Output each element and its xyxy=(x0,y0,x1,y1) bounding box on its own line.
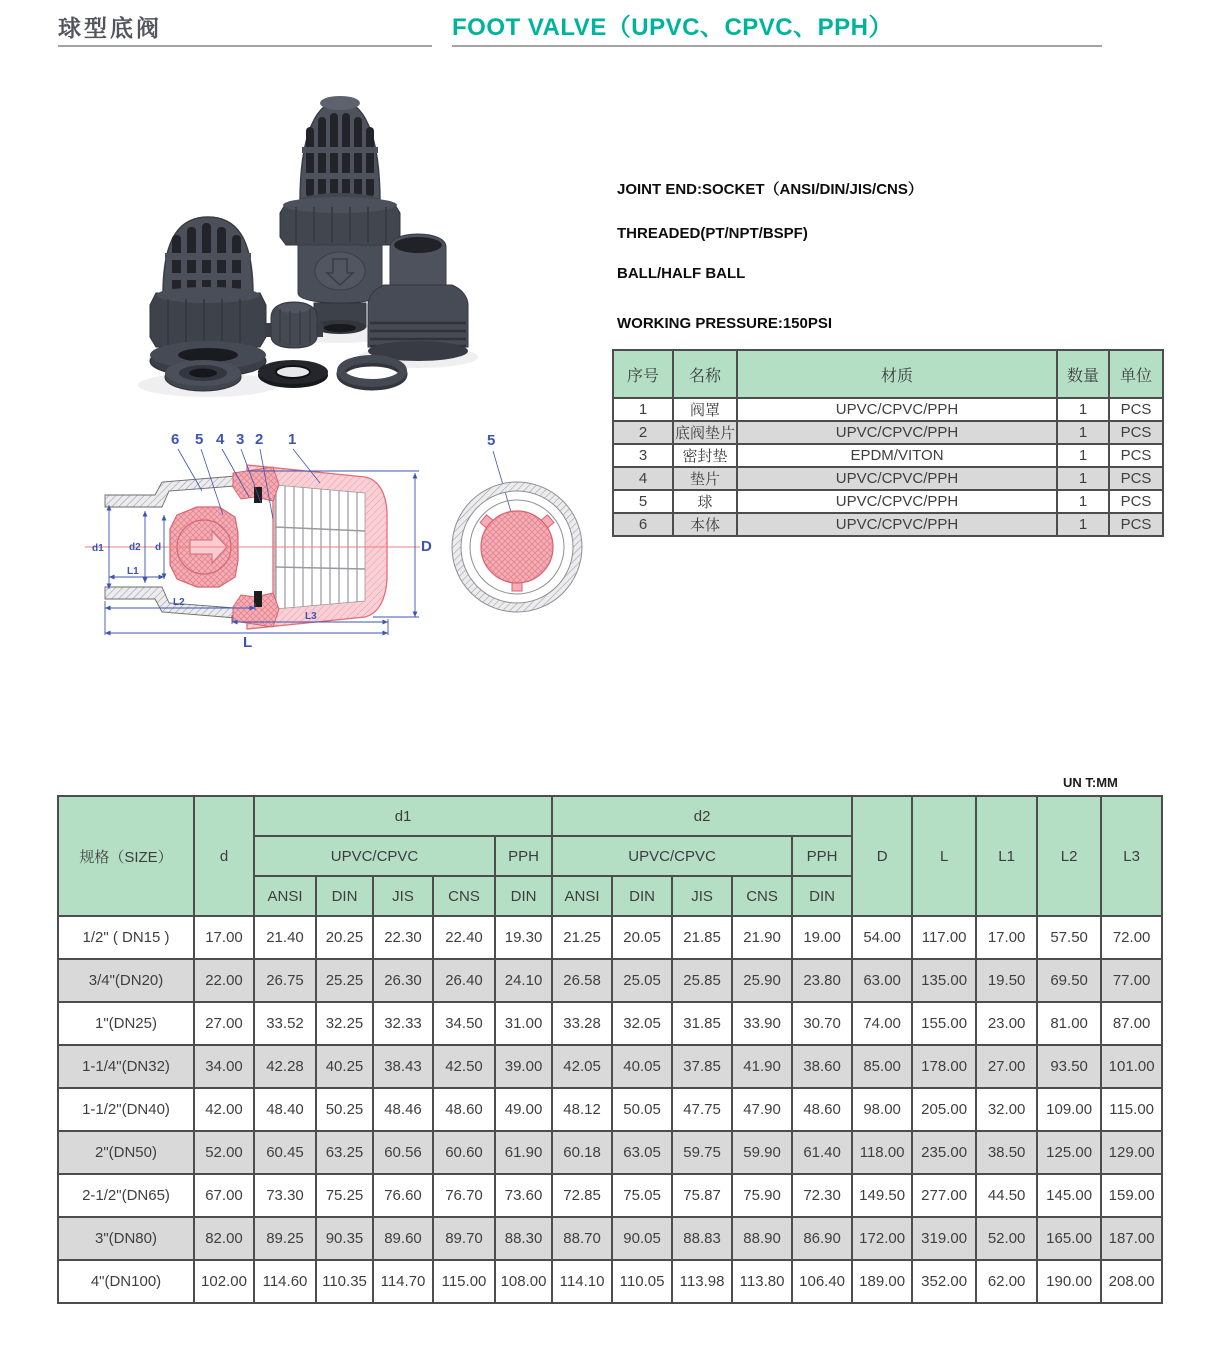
dim-table-cell: 42.05 xyxy=(552,1045,612,1088)
dim-table-cell: 38.50 xyxy=(976,1131,1037,1174)
dim-table-header-cell: UPVC/CPVC xyxy=(254,836,495,876)
dim-table-cell: 48.46 xyxy=(373,1088,433,1131)
dim-table-cell: 187.00 xyxy=(1101,1217,1162,1260)
dim-table-cell: 75.90 xyxy=(732,1174,792,1217)
dim-table-cell: 74.00 xyxy=(852,1002,912,1045)
dim-table-cell: 125.00 xyxy=(1037,1131,1101,1174)
dim-table-cell: 26.75 xyxy=(254,959,316,1002)
dim-table-cell: 38.43 xyxy=(373,1045,433,1088)
dim-table-cell: 50.25 xyxy=(316,1088,373,1131)
photo-left-cage xyxy=(150,217,266,377)
dim-table-header-cell: DIN xyxy=(316,876,373,916)
dim-table-cell: 32.00 xyxy=(976,1088,1037,1131)
dim-table-cell: 25.85 xyxy=(672,959,732,1002)
dim-table-cell: 2-1/2"(DN65) xyxy=(58,1174,194,1217)
parts-table-row xyxy=(613,467,1163,490)
dim-table-cell: 101.00 xyxy=(1101,1045,1162,1088)
parts-table-cell: 5 xyxy=(613,490,673,513)
dim-table-cell: 77.00 xyxy=(1101,959,1162,1002)
dim-table-cell: 25.25 xyxy=(316,959,373,1002)
dim-table-cell: 76.70 xyxy=(433,1174,495,1217)
parts-table-cell: 1 xyxy=(1057,398,1109,421)
dim-table-cell: 48.60 xyxy=(433,1088,495,1131)
parts-table-cell: UPVC/CPVC/PPH xyxy=(737,490,1057,513)
dim-table-cell: 54.00 xyxy=(852,916,912,959)
dim-table-cell: 115.00 xyxy=(1101,1088,1162,1131)
dim-table-header-cell: DIN xyxy=(495,876,552,916)
dim-table-cell: 20.05 xyxy=(612,916,672,959)
dim-table-header-cell: D xyxy=(852,796,912,916)
dim-table-cell: 108.00 xyxy=(495,1260,552,1303)
dim-table-cell: 106.40 xyxy=(792,1260,852,1303)
dim-table-cell: 93.50 xyxy=(1037,1045,1101,1088)
parts-table-header-cell: 单位 xyxy=(1109,350,1163,398)
dim-table-cell: 31.00 xyxy=(495,1002,552,1045)
dim-table-cell: 17.00 xyxy=(194,916,254,959)
dim-table-cell: 42.00 xyxy=(194,1088,254,1131)
dim-table-cell: 50.05 xyxy=(612,1088,672,1131)
parts-table-cell: UPVC/CPVC/PPH xyxy=(737,467,1057,490)
parts-table-header-row xyxy=(613,350,1163,398)
parts-table-cell: 1 xyxy=(1057,490,1109,513)
spec-line-4: WORKING PRESSURE:150PSI xyxy=(617,315,833,332)
callout-5: 5 xyxy=(195,431,204,448)
dim-table-cell: 22.40 xyxy=(433,916,495,959)
dim-table-cell: 3"(DN80) xyxy=(58,1217,194,1260)
parts-table-header-cell: 材质 xyxy=(737,350,1057,398)
dim-table-cell: 59.75 xyxy=(672,1131,732,1174)
parts-table-cell: 本体 xyxy=(673,513,737,536)
dim-table-cell: 85.00 xyxy=(852,1045,912,1088)
dim-table-cell: 26.30 xyxy=(373,959,433,1002)
dim-table-cell: 34.00 xyxy=(194,1045,254,1088)
dim-table-cell: 172.00 xyxy=(852,1217,912,1260)
dim-table-cell: 72.85 xyxy=(552,1174,612,1217)
dim-table-cell: 110.05 xyxy=(612,1260,672,1303)
callout-2: 2 xyxy=(255,431,264,448)
parts-table-row xyxy=(613,513,1163,536)
dim-table-cell: 20.25 xyxy=(316,916,373,959)
dim-table-cell: 1-1/2"(DN40) xyxy=(58,1088,194,1131)
dim-table-row xyxy=(58,1174,1162,1217)
dim-table-cell: 19.50 xyxy=(976,959,1037,1002)
dim-table-cell: 189.00 xyxy=(852,1260,912,1303)
dim-table-cell: 52.00 xyxy=(976,1217,1037,1260)
parts-table-cell: PCS xyxy=(1109,421,1163,444)
photo-gaskets xyxy=(165,359,403,391)
dimension-table xyxy=(57,795,1163,1304)
dim-table-cell: 33.28 xyxy=(552,1002,612,1045)
dim-table-cell: 114.70 xyxy=(373,1260,433,1303)
dim-table-row xyxy=(58,916,1162,959)
callout-6: 6 xyxy=(171,431,180,448)
dim-table-cell: 17.00 xyxy=(976,916,1037,959)
dim-table-cell: 22.00 xyxy=(194,959,254,1002)
dim-table-cell: 33.90 xyxy=(732,1002,792,1045)
parts-table-cell: PCS xyxy=(1109,490,1163,513)
dim-table-cell: 3/4"(DN20) xyxy=(58,959,194,1002)
dim-table-header-cell: UPVC/CPVC xyxy=(552,836,792,876)
dim-table-cell: 61.90 xyxy=(495,1131,552,1174)
dim-table-cell: 57.50 xyxy=(1037,916,1101,959)
parts-table-cell: 阀罩 xyxy=(673,398,737,421)
parts-table-cell: 1 xyxy=(1057,513,1109,536)
dim-table-cell: 40.05 xyxy=(612,1045,672,1088)
dim-table-cell: 208.00 xyxy=(1101,1260,1162,1303)
dim-table-cell: 114.10 xyxy=(552,1260,612,1303)
dim-table-cell: 117.00 xyxy=(912,916,976,959)
unit-note: UN T:MM xyxy=(1063,775,1118,790)
dim-table-row xyxy=(58,1002,1162,1045)
dim-table-cell: 88.30 xyxy=(495,1217,552,1260)
dim-table-cell: 49.00 xyxy=(495,1088,552,1131)
dim-table-cell: 159.00 xyxy=(1101,1174,1162,1217)
dim-table-cell: 2"(DN50) xyxy=(58,1131,194,1174)
callout-4: 4 xyxy=(216,431,225,448)
dim-table-header-cell: 规格（SIZE） xyxy=(58,796,194,916)
dim-table-cell: 88.70 xyxy=(552,1217,612,1260)
dim-table-cell: 110.35 xyxy=(316,1260,373,1303)
parts-table-cell: UPVC/CPVC/PPH xyxy=(737,398,1057,421)
parts-table-cell: 3 xyxy=(613,444,673,467)
dim-table-cell: 25.05 xyxy=(612,959,672,1002)
callout-3: 3 xyxy=(236,431,245,448)
dim-table-cell: 113.98 xyxy=(672,1260,732,1303)
dim-table-header-cell: PPH xyxy=(792,836,852,876)
dim-label-L: L xyxy=(243,634,253,651)
dim-table-cell: 25.90 xyxy=(732,959,792,1002)
dim-table-cell: 155.00 xyxy=(912,1002,976,1045)
parts-table-cell: 2 xyxy=(613,421,673,444)
parts-table-row xyxy=(613,490,1163,513)
dim-table-cell: 90.05 xyxy=(612,1217,672,1260)
dim-table-cell: 69.50 xyxy=(1037,959,1101,1002)
dim-table-cell: 145.00 xyxy=(1037,1174,1101,1217)
dim-table-header-cell: L2 xyxy=(1037,796,1101,916)
dim-table-cell: 27.00 xyxy=(976,1045,1037,1088)
dim-table-cell: 90.35 xyxy=(316,1217,373,1260)
dim-table-cell: 27.00 xyxy=(194,1002,254,1045)
callout-1: 1 xyxy=(288,431,297,448)
dim-table-cell: 32.25 xyxy=(316,1002,373,1045)
dim-table-cell: 129.00 xyxy=(1101,1131,1162,1174)
dim-table-cell: 32.05 xyxy=(612,1002,672,1045)
dim-table-cell: 26.58 xyxy=(552,959,612,1002)
dim-table-cell: 135.00 xyxy=(912,959,976,1002)
dim-table-cell: 60.56 xyxy=(373,1131,433,1174)
dim-table-cell: 86.90 xyxy=(792,1217,852,1260)
dim-table-header-cell: L xyxy=(912,796,976,916)
dim-table-cell: 59.90 xyxy=(732,1131,792,1174)
dim-table-cell: 88.83 xyxy=(672,1217,732,1260)
parts-table-row xyxy=(613,398,1163,421)
dim-table-cell: 23.80 xyxy=(792,959,852,1002)
dim-table-row xyxy=(58,1260,1162,1303)
dim-label-D: D xyxy=(421,538,432,555)
dim-table-header-cell: d xyxy=(194,796,254,916)
dim-table-cell: 76.60 xyxy=(373,1174,433,1217)
dim-table-cell: 72.30 xyxy=(792,1174,852,1217)
dim-table-cell: 21.40 xyxy=(254,916,316,959)
dim-table-cell: 26.40 xyxy=(433,959,495,1002)
dim-table-header-cell: ANSI xyxy=(254,876,316,916)
dim-table-cell: 48.60 xyxy=(792,1088,852,1131)
dim-table-row xyxy=(58,959,1162,1002)
dim-table-cell: 88.90 xyxy=(732,1217,792,1260)
parts-table-cell: PCS xyxy=(1109,444,1163,467)
dim-table-header-cell: L3 xyxy=(1101,796,1162,916)
parts-table-cell: PCS xyxy=(1109,398,1163,421)
dim-table-cell: 22.30 xyxy=(373,916,433,959)
dim-table-row xyxy=(58,1045,1162,1088)
dim-table-cell: 75.25 xyxy=(316,1174,373,1217)
dim-table-cell: 87.00 xyxy=(1101,1002,1162,1045)
parts-table-row xyxy=(613,444,1163,467)
dim-table-cell: 32.33 xyxy=(373,1002,433,1045)
dim-table-cell: 24.10 xyxy=(495,959,552,1002)
title-divider-left xyxy=(58,45,432,47)
dim-table-cell: 60.60 xyxy=(433,1131,495,1174)
dim-label-d2: d2 xyxy=(129,542,141,553)
dim-label-L3: L3 xyxy=(305,611,317,622)
dim-table-cell: 41.90 xyxy=(732,1045,792,1088)
dim-table-cell: 1-1/4"(DN32) xyxy=(58,1045,194,1088)
dim-table-cell: 21.90 xyxy=(732,916,792,959)
dim-table-cell: 1"(DN25) xyxy=(58,1002,194,1045)
dim-table-cell: 81.00 xyxy=(1037,1002,1101,1045)
dim-table-cell: 1/2" ( DN15 ) xyxy=(58,916,194,959)
dim-table-header-cell: DIN xyxy=(612,876,672,916)
dim-table-cell: 21.85 xyxy=(672,916,732,959)
dim-table-cell: 235.00 xyxy=(912,1131,976,1174)
dim-table-cell: 44.50 xyxy=(976,1174,1037,1217)
dim-table-cell: 149.50 xyxy=(852,1174,912,1217)
dim-table-cell: 98.00 xyxy=(852,1088,912,1131)
parts-table-cell: 1 xyxy=(1057,421,1109,444)
parts-table-row xyxy=(613,421,1163,444)
dim-table-cell: 52.00 xyxy=(194,1131,254,1174)
dim-label-d: d xyxy=(155,542,162,553)
dim-table-cell: 109.00 xyxy=(1037,1088,1101,1131)
dim-table-cell: 277.00 xyxy=(912,1174,976,1217)
dim-table-cell: 63.05 xyxy=(612,1131,672,1174)
drawing-side-view xyxy=(452,482,582,612)
dim-table-cell: 89.70 xyxy=(433,1217,495,1260)
dim-table-cell: 63.25 xyxy=(316,1131,373,1174)
photo-adapter xyxy=(368,234,468,361)
parts-table-cell: PCS xyxy=(1109,467,1163,490)
dim-table-header-cell: CNS xyxy=(732,876,792,916)
drawing-callout-numbers xyxy=(171,431,495,449)
dim-table-cell: 4"(DN100) xyxy=(58,1260,194,1303)
dim-table-row xyxy=(58,1217,1162,1260)
dim-table-row xyxy=(58,1131,1162,1174)
dim-table-header-row-1 xyxy=(58,796,1162,836)
dim-table-cell: 60.18 xyxy=(552,1131,612,1174)
dim-table-cell: 19.00 xyxy=(792,916,852,959)
parts-table-cell: 垫片 xyxy=(673,467,737,490)
dim-table-header-cell: DIN xyxy=(792,876,852,916)
page-title-chinese: 球型底阀 xyxy=(58,15,162,41)
dim-table-header-cell: d2 xyxy=(552,796,852,836)
dim-table-cell: 21.25 xyxy=(552,916,612,959)
dim-table-cell: 48.40 xyxy=(254,1088,316,1131)
dim-label-d1: d1 xyxy=(92,543,104,554)
dim-table-cell: 38.60 xyxy=(792,1045,852,1088)
parts-table-cell: 1 xyxy=(1057,444,1109,467)
dim-table-header-cell: PPH xyxy=(495,836,552,876)
parts-table-cell: UPVC/CPVC/PPH xyxy=(737,421,1057,444)
dim-label-L1: L1 xyxy=(127,566,139,577)
dim-table-cell: 75.05 xyxy=(612,1174,672,1217)
dim-table-header-cell: CNS xyxy=(433,876,495,916)
page-title-english: FOOT VALVE（UPVC、CPVC、PPH） xyxy=(452,14,893,41)
dim-table-cell: 72.00 xyxy=(1101,916,1162,959)
parts-table xyxy=(612,349,1164,537)
dim-table-cell: 73.60 xyxy=(495,1174,552,1217)
dim-table-cell: 205.00 xyxy=(912,1088,976,1131)
dim-table-cell: 48.12 xyxy=(552,1088,612,1131)
callout-side-5: 5 xyxy=(487,432,496,449)
dim-table-cell: 33.52 xyxy=(254,1002,316,1045)
spec-line-1: JOINT END:SOCKET（ANSI/DIN/JIS/CNS） xyxy=(617,181,923,198)
parts-table-header-cell: 名称 xyxy=(673,350,737,398)
dim-table-header-cell: d1 xyxy=(254,796,552,836)
spec-line-2: THREADED(PT/NPT/BSPF) xyxy=(617,225,808,242)
technical-drawing xyxy=(85,427,605,662)
dim-table-cell: 39.00 xyxy=(495,1045,552,1088)
dim-table-row xyxy=(58,1088,1162,1131)
product-photo xyxy=(100,85,600,420)
parts-table-cell: 1 xyxy=(1057,467,1109,490)
dim-table-cell: 89.25 xyxy=(254,1217,316,1260)
dim-table-cell: 19.30 xyxy=(495,916,552,959)
dim-table-cell: 30.70 xyxy=(792,1002,852,1045)
parts-table-cell: 6 xyxy=(613,513,673,536)
dim-table-cell: 47.75 xyxy=(672,1088,732,1131)
dim-table-cell: 34.50 xyxy=(433,1002,495,1045)
dim-table-cell: 113.80 xyxy=(732,1260,792,1303)
dim-table-cell: 60.45 xyxy=(254,1131,316,1174)
dim-table-cell: 40.25 xyxy=(316,1045,373,1088)
parts-table-cell: EPDM/VITON xyxy=(737,444,1057,467)
dim-table-cell: 42.50 xyxy=(433,1045,495,1088)
dim-table-cell: 47.90 xyxy=(732,1088,792,1131)
dim-table-cell: 73.30 xyxy=(254,1174,316,1217)
dim-table-header-cell: L1 xyxy=(976,796,1037,916)
parts-table-header-cell: 数量 xyxy=(1057,350,1109,398)
spec-line-3: BALL/HALF BALL xyxy=(617,265,746,282)
dim-table-cell: 319.00 xyxy=(912,1217,976,1260)
dim-table-header-cell: ANSI xyxy=(552,876,612,916)
parts-table-cell: UPVC/CPVC/PPH xyxy=(737,513,1057,536)
parts-table-cell: 4 xyxy=(613,467,673,490)
dim-table-cell: 102.00 xyxy=(194,1260,254,1303)
dim-table-cell: 61.40 xyxy=(792,1131,852,1174)
parts-table-cell: 底阀垫片 xyxy=(673,421,737,444)
dim-table-cell: 118.00 xyxy=(852,1131,912,1174)
parts-table-cell: 密封垫 xyxy=(673,444,737,467)
parts-table-cell: 球 xyxy=(673,490,737,513)
dim-table-cell: 165.00 xyxy=(1037,1217,1101,1260)
dim-table-header-cell: JIS xyxy=(373,876,433,916)
dim-table-cell: 115.00 xyxy=(433,1260,495,1303)
photo-cap xyxy=(265,302,323,348)
dim-table-cell: 23.00 xyxy=(976,1002,1037,1045)
dim-table-cell: 89.60 xyxy=(373,1217,433,1260)
dim-table-cell: 37.85 xyxy=(672,1045,732,1088)
dim-table-header-cell: JIS xyxy=(672,876,732,916)
dim-table-cell: 75.87 xyxy=(672,1174,732,1217)
dim-table-cell: 178.00 xyxy=(912,1045,976,1088)
parts-table-header-cell: 序号 xyxy=(613,350,673,398)
dim-table-cell: 31.85 xyxy=(672,1002,732,1045)
dim-table-cell: 42.28 xyxy=(254,1045,316,1088)
title-divider-right xyxy=(452,45,1102,47)
parts-table-cell: PCS xyxy=(1109,513,1163,536)
dim-table-cell: 62.00 xyxy=(976,1260,1037,1303)
dim-table-cell: 190.00 xyxy=(1037,1260,1101,1303)
dim-table-cell: 114.60 xyxy=(254,1260,316,1303)
dim-table-cell: 352.00 xyxy=(912,1260,976,1303)
spec-list xyxy=(617,178,1157,338)
dim-table-cell: 82.00 xyxy=(194,1217,254,1260)
dim-table-cell: 63.00 xyxy=(852,959,912,1002)
parts-table-cell: 1 xyxy=(613,398,673,421)
dim-label-L2: L2 xyxy=(173,597,185,608)
dim-table-cell: 67.00 xyxy=(194,1174,254,1217)
